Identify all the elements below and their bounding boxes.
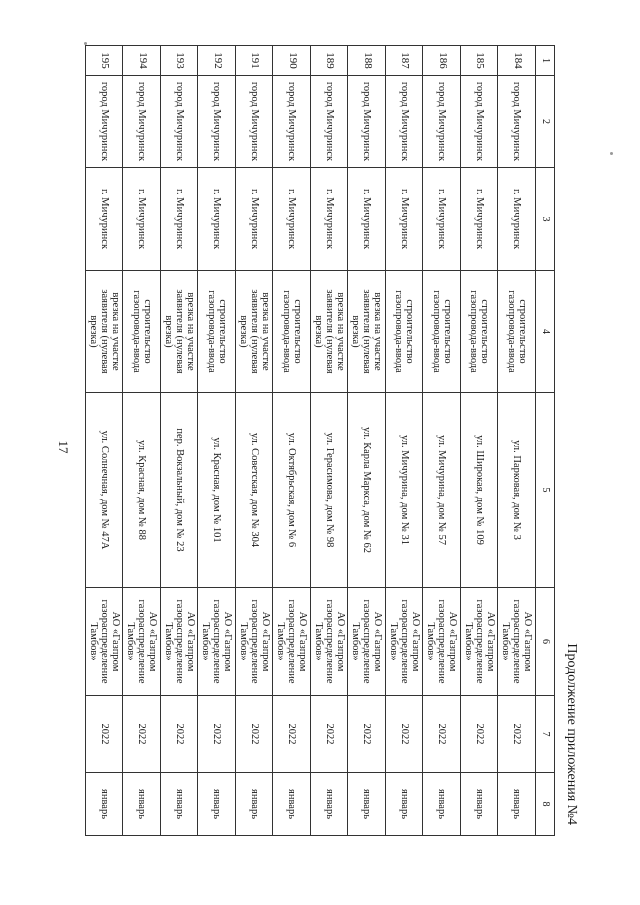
month-cell: январь xyxy=(461,773,499,836)
settlement-cell: г. Мичуринск xyxy=(123,168,161,271)
municipality-cell: город Мичуринск xyxy=(311,76,349,168)
year-cell: 2022 xyxy=(311,696,349,773)
municipality-cell: город Мичуринск xyxy=(198,76,236,168)
settlement-cell: г. Мичуринск xyxy=(423,168,461,271)
work-type-cell: строительство газопровода-ввода xyxy=(498,271,536,393)
row-number-cell: 184 xyxy=(498,46,536,76)
work-type-cell: строительство газопровода-ввода xyxy=(123,271,161,393)
year-cell: 2022 xyxy=(236,696,274,773)
year-cell: 2022 xyxy=(386,696,424,773)
month-cell: январь xyxy=(386,773,424,836)
organization-cell: АО «Газпром газораспределение Тамбов» xyxy=(386,588,424,696)
month-cell: январь xyxy=(123,773,161,836)
month-cell: январь xyxy=(198,773,236,836)
work-type-cell: строительство газопровода-ввода xyxy=(198,271,236,393)
column-header: 5 xyxy=(536,393,555,588)
address-cell: ул. Красная, дом № 88 xyxy=(123,393,161,588)
settlement-cell: г. Мичуринск xyxy=(461,168,499,271)
settlement-cell: г. Мичуринск xyxy=(198,168,236,271)
municipality-cell: город Мичуринск xyxy=(161,76,199,168)
table-row xyxy=(236,46,274,836)
address-cell: ул. Парковая, дом № 3 xyxy=(498,393,536,588)
work-type-cell: строительство газопровода-ввода xyxy=(461,271,499,393)
table-row xyxy=(386,46,424,836)
gas-connection-table xyxy=(85,45,555,836)
table-row xyxy=(348,46,386,836)
settlement-cell: г. Мичуринск xyxy=(311,168,349,271)
municipality-cell: город Мичуринск xyxy=(423,76,461,168)
row-number-cell: 187 xyxy=(386,46,424,76)
organization-cell: АО «Газпром газораспределение Тамбов» xyxy=(123,588,161,696)
row-number-cell: 193 xyxy=(161,46,199,76)
organization-cell: АО «Газпром газораспределение Тамбов» xyxy=(348,588,386,696)
column-header: 1 xyxy=(536,46,555,76)
municipality-cell: город Мичуринск xyxy=(123,76,161,168)
address-cell: ул. Красная, дом № 101 xyxy=(198,393,236,588)
municipality-cell: город Мичуринск xyxy=(86,76,124,168)
row-number-cell: 192 xyxy=(198,46,236,76)
organization-cell: АО «Газпром газораспределение Тамбов» xyxy=(86,588,124,696)
table-row xyxy=(86,46,124,836)
work-type-cell: строительство газопровода-ввода xyxy=(273,271,311,393)
row-number-cell: 188 xyxy=(348,46,386,76)
work-type-cell: строительство газопровода-ввода xyxy=(386,271,424,393)
address-cell: пер. Вокзальный, дом № 23 xyxy=(161,393,199,588)
table-row xyxy=(161,46,199,836)
table-row xyxy=(461,46,499,836)
year-cell: 2022 xyxy=(423,696,461,773)
municipality-cell: город Мичуринск xyxy=(498,76,536,168)
organization-cell: АО «Газпром газораспределение Тамбов» xyxy=(423,588,461,696)
settlement-cell: г. Мичуринск xyxy=(236,168,274,271)
year-cell: 2022 xyxy=(348,696,386,773)
column-header: 7 xyxy=(536,696,555,773)
table-row xyxy=(498,46,536,836)
organization-cell: АО «Газпром газораспределение Тамбов» xyxy=(161,588,199,696)
work-type-cell: врезка на участке заявителя (нулевая врезка) xyxy=(86,271,124,393)
row-number-cell: 185 xyxy=(461,46,499,76)
address-cell: ул. Октябрьская, дом № 6 xyxy=(273,393,311,588)
row-number-cell: 194 xyxy=(123,46,161,76)
year-cell: 2022 xyxy=(461,696,499,773)
settlement-cell: г. Мичуринск xyxy=(348,168,386,271)
organization-cell: АО «Газпром газораспределение Тамбов» xyxy=(236,588,274,696)
address-cell: ул. Широкая, дом № 109 xyxy=(461,393,499,588)
table-row xyxy=(423,46,461,836)
work-type-cell: врезка на участке заявителя (нулевая врезка) xyxy=(311,271,349,393)
column-header: 4 xyxy=(536,271,555,393)
address-cell: ул. Карла Маркса, дом № 62 xyxy=(348,393,386,588)
year-cell: 2022 xyxy=(123,696,161,773)
row-number-cell: 189 xyxy=(311,46,349,76)
year-cell: 2022 xyxy=(498,696,536,773)
settlement-cell: г. Мичуринск xyxy=(498,168,536,271)
month-cell: январь xyxy=(423,773,461,836)
address-cell: ул. Мичурина, дом № 31 xyxy=(386,393,424,588)
organization-cell: АО «Газпром газораспределение Тамбов» xyxy=(273,588,311,696)
month-cell: январь xyxy=(161,773,199,836)
page-number: 17 xyxy=(56,440,71,454)
month-cell: январь xyxy=(498,773,536,836)
row-number-cell: 186 xyxy=(423,46,461,76)
column-header: 2 xyxy=(536,76,555,168)
work-type-cell: строительство газопровода-ввода xyxy=(423,271,461,393)
work-type-cell: врезка на участке заявителя (нулевая врезка) xyxy=(161,271,199,393)
organization-cell: АО «Газпром газораспределение Тамбов» xyxy=(461,588,499,696)
column-header: 6 xyxy=(536,588,555,696)
municipality-cell: город Мичуринск xyxy=(236,76,274,168)
row-number-cell: 191 xyxy=(236,46,274,76)
settlement-cell: г. Мичуринск xyxy=(86,168,124,271)
year-cell: 2022 xyxy=(198,696,236,773)
municipality-cell: город Мичуринск xyxy=(273,76,311,168)
municipality-cell: город Мичуринск xyxy=(386,76,424,168)
settlement-cell: г. Мичуринск xyxy=(273,168,311,271)
scan-speck xyxy=(610,152,613,155)
work-type-cell: врезка на участке заявителя (нулевая врезка) xyxy=(236,271,274,393)
year-cell: 2022 xyxy=(161,696,199,773)
address-cell: ул. Мичурина, дом № 57 xyxy=(423,393,461,588)
year-cell: 2022 xyxy=(86,696,124,773)
table-row xyxy=(198,46,236,836)
month-cell: январь xyxy=(348,773,386,836)
address-cell: ул. Герасимова, дом № 98 xyxy=(311,393,349,588)
table-row xyxy=(311,46,349,836)
work-type-cell: врезка на участке заявителя (нулевая врезка) xyxy=(348,271,386,393)
address-cell: ул. Советская, дом № 304 xyxy=(236,393,274,588)
year-cell: 2022 xyxy=(273,696,311,773)
column-header: 3 xyxy=(536,168,555,271)
table-body xyxy=(86,46,536,836)
month-cell: январь xyxy=(273,773,311,836)
organization-cell: АО «Газпром газораспределение Тамбов» xyxy=(198,588,236,696)
settlement-cell: г. Мичуринск xyxy=(386,168,424,271)
table-header-row xyxy=(536,46,555,836)
table-row xyxy=(273,46,311,836)
municipality-cell: город Мичуринск xyxy=(348,76,386,168)
municipality-cell: город Мичуринск xyxy=(461,76,499,168)
month-cell: январь xyxy=(236,773,274,836)
month-cell: январь xyxy=(86,773,124,836)
row-number-cell: 190 xyxy=(273,46,311,76)
rotated-landscape-page xyxy=(85,45,579,835)
month-cell: январь xyxy=(311,773,349,836)
organization-cell: АО «Газпром газораспределение Тамбов» xyxy=(498,588,536,696)
table-row xyxy=(123,46,161,836)
column-header: 8 xyxy=(536,773,555,836)
organization-cell: АО «Газпром газораспределение Тамбов» xyxy=(311,588,349,696)
row-number-cell: 195 xyxy=(86,46,124,76)
address-cell: ул. Солнечная, дом № 47А xyxy=(86,393,124,588)
settlement-cell: г. Мичуринск xyxy=(161,168,199,271)
appendix-caption: Продолжение приложения №4 xyxy=(564,643,579,825)
